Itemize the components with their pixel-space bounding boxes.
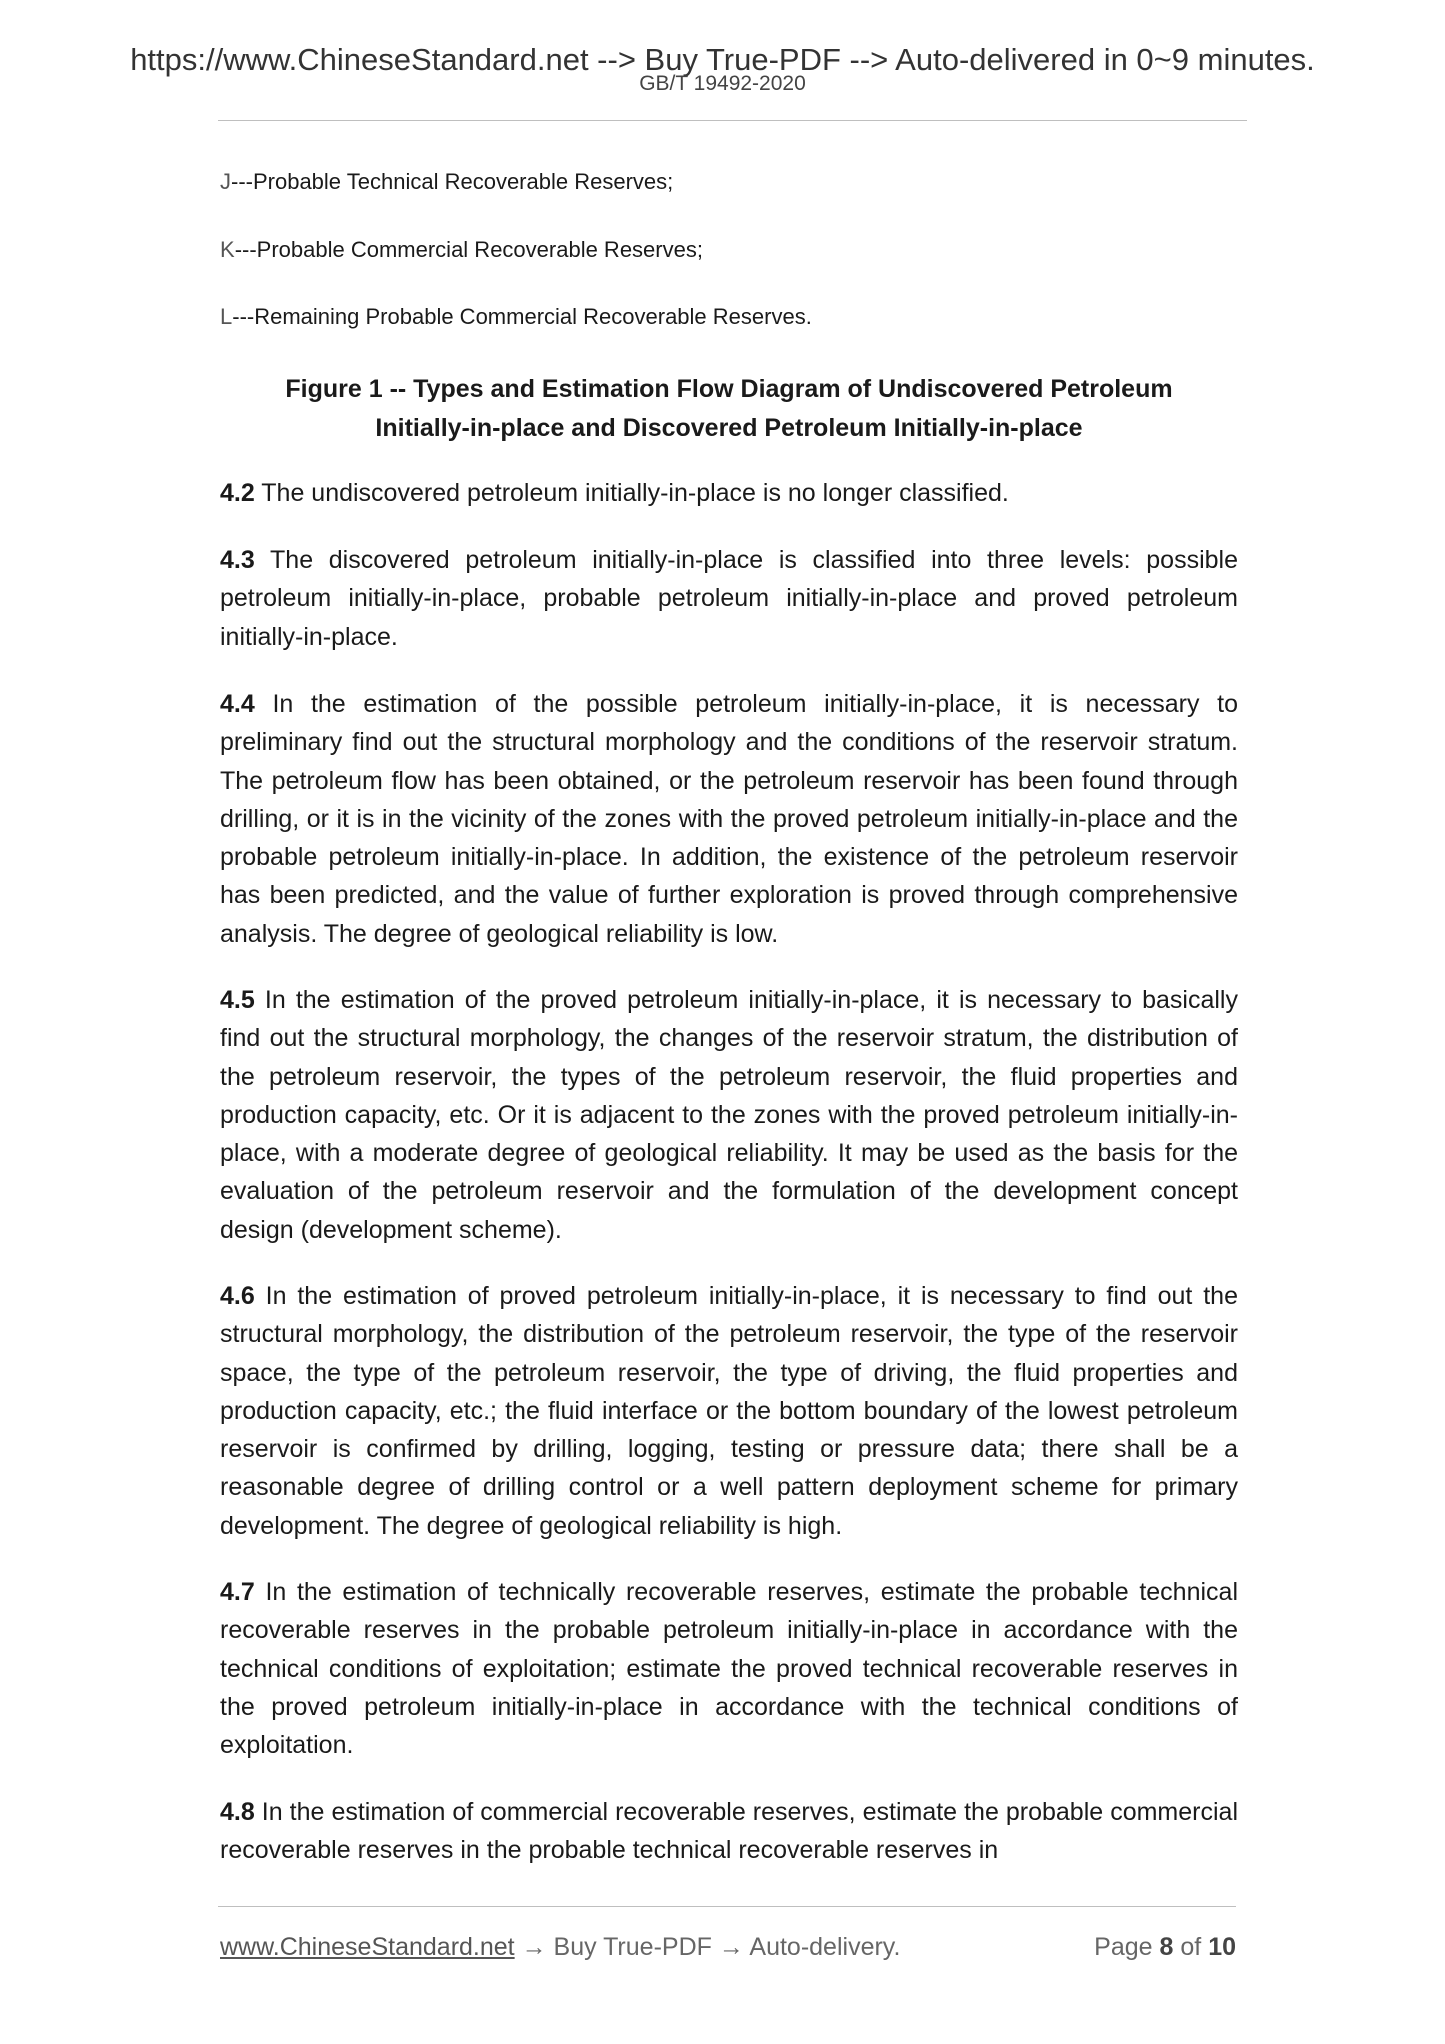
legend-item-j (220, 168, 673, 196)
figure-caption (220, 370, 1238, 448)
clause-text: In the estimation of commercial recoverable reserves, estimate the probable commercial recoverable reserves in the probable technical recoverable reserves in (220, 1798, 1238, 1865)
page-label: Page (1094, 1933, 1153, 1961)
legend-text: ---Remaining Probable Commercial Recoverable Reserves. (232, 304, 812, 329)
footer-divider (218, 1906, 1236, 1907)
legend-text: ---Probable Commercial Recoverable Reserves; (234, 237, 703, 262)
clause-text: In the estimation of technically recoverable reserves, estimate the probable technical recoverable reserves in the probable petroleum initially-in-place in accordance with the technical conditions of exploitation; estimate the proved technical recoverable reserves in the proved petroleum initially-in-place in accordance with the technical conditions of exploitation. (220, 1578, 1238, 1760)
clause-text: In the estimation of the possible petroleum initially-in-place, it is necessary to preliminary find out the structural morphology and the conditions of the reservoir stratum. The petroleum flow has been obtained, or the petroleum reservoir has been found through drilling, or it is in the vicinity of the zones with the proved petroleum initially-in-place and the probable petroleum initially-in-place. In addition, the existence of the petroleum reservoir has been predicted, and the value of further exploration is proved through comprehensive analysis. The degree of geological reliability is low. (220, 690, 1238, 948)
footer-tagline: → Buy True-PDF → Auto-delivery. (514, 1933, 901, 1961)
page-total: 10 (1208, 1933, 1236, 1961)
clause-text: The undiscovered petroleum initially-in-place is no longer classified. (261, 479, 1009, 507)
legend-item-l (220, 303, 812, 331)
legend-key: L (220, 304, 233, 329)
clause-text: In the estimation of the proved petroleum initially-in-place, it is necessary to basically find out the structural morphology, the changes of the reservoir stratum, the distribution of the petroleum reservoir, the types of the petroleum reservoir, the fluid properties and production capacity, etc. Or it is adjacent to the zones with the proved petroleum initially-in-place, with a moderate degree of geological reliability. It may be used as the basis for the evaluation of the petroleum reservoir and the formulation of the development concept design (development scheme). (220, 986, 1238, 1244)
header-divider (218, 120, 1247, 121)
standard-code: GB/T 19492-2020 (639, 72, 806, 95)
clause-4-3 (220, 541, 1238, 656)
clause-number: 4.5 (220, 986, 255, 1014)
clause-text: The discovered petroleum initially-in-place is classified into three levels: possible petroleum initially-in-place, probable petroleum initially-in-place and proved petroleum initially-in-place. (220, 546, 1239, 651)
clause-number: 4.4 (220, 690, 255, 718)
top-banner: https://www.ChineseStandard.net --> Buy True-PDF --> Auto-delivered in 0~9 minutes. (130, 42, 1315, 77)
clause-4-5 (220, 981, 1238, 1249)
clause-number: 4.7 (220, 1578, 255, 1606)
page-indicator (1094, 1931, 1236, 1963)
clause-number: 4.2 (220, 479, 255, 507)
clause-number: 4.6 (220, 1282, 255, 1310)
page-number: 8 (1159, 1933, 1174, 1961)
clause-4-8 (220, 1793, 1238, 1870)
figure-caption-line2: Initially-in-place and Discovered Petroleum Initially-in-place (375, 414, 1083, 442)
site-link[interactable]: www.ChineseStandard.net (220, 1933, 515, 1961)
clause-4-2 (220, 474, 1238, 512)
page-footer (220, 1931, 1236, 1963)
clause-number: 4.8 (220, 1798, 255, 1826)
clause-4-6 (220, 1277, 1238, 1545)
clause-text: In the estimation of proved petroleum initially-in-place, it is necessary to find out the structural morphology, the distribution of the petroleum reservoir, the type of the reservoir space, the type of the petroleum reservoir, the type of driving, the fluid properties and production capacity, etc.; the fluid interface or the bottom boundary of the lowest petroleum reservoir is confirmed by drilling, logging, testing or pressure data; there shall be a reasonable degree of drilling control or a well pattern deployment scheme for primary development. The degree of geological reliability is high. (220, 1282, 1238, 1540)
legend-item-k (220, 236, 703, 264)
legend-key: J (220, 169, 231, 194)
figure-caption-line1: Figure 1 -- Types and Estimation Flow Diagram of Undiscovered Petroleum (285, 375, 1173, 403)
clause-4-7 (220, 1573, 1238, 1764)
legend-key: K (220, 237, 235, 262)
legend-text: ---Probable Technical Recoverable Reserves; (231, 169, 674, 194)
clause-4-4 (220, 685, 1238, 953)
of-label: of (1180, 1933, 1202, 1961)
clause-number: 4.3 (220, 546, 255, 574)
